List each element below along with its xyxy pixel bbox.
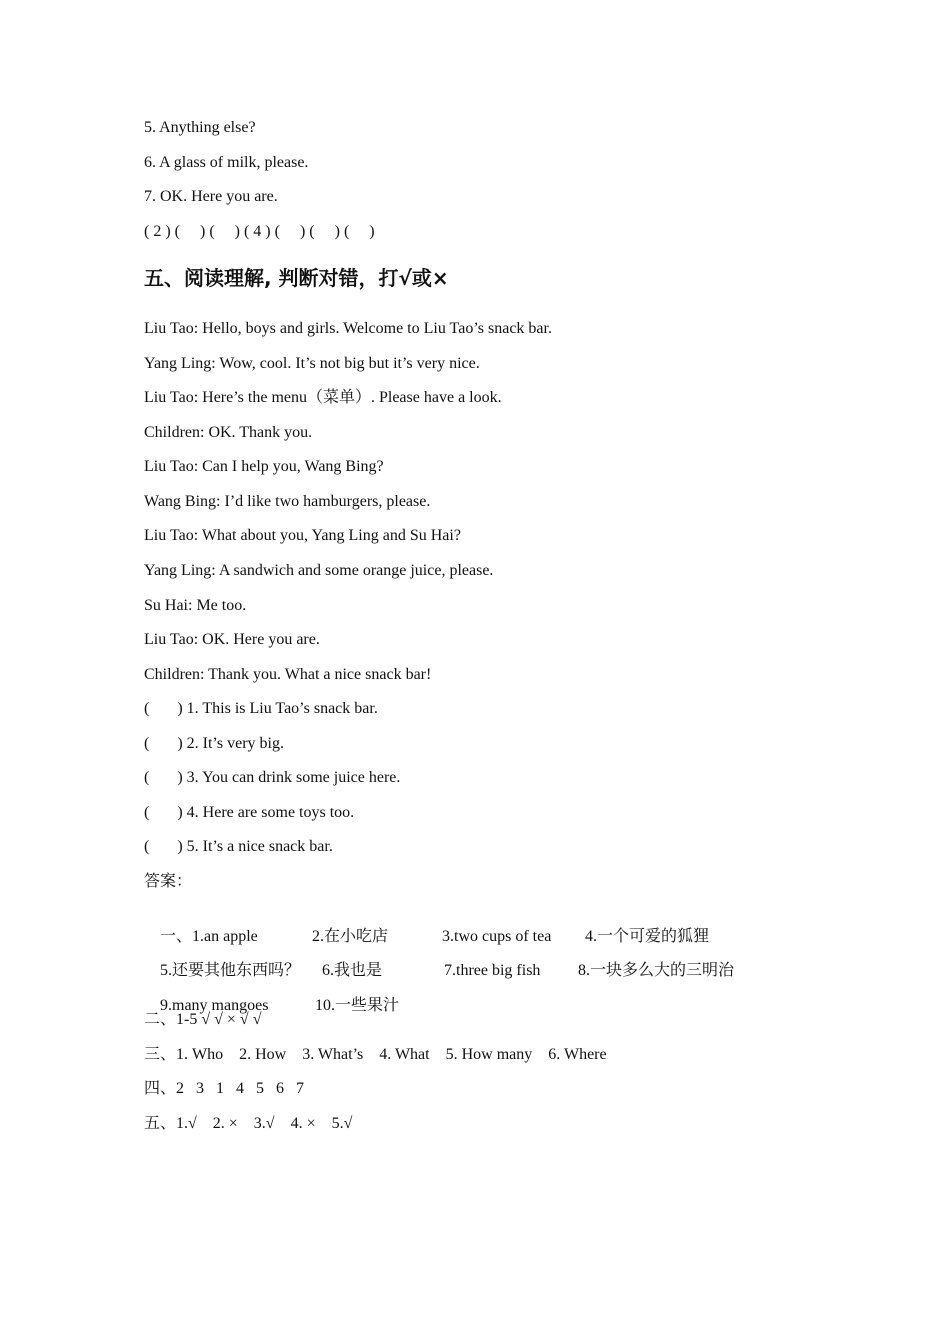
dialogue-line: Yang Ling: A sandwich and some orange juice, please. <box>144 562 494 579</box>
answer-item: 7.three big fish <box>444 962 541 979</box>
dialogue-line: Liu Tao: Hello, boys and girls. Welcome to Liu Tao’s snack bar. <box>144 320 552 337</box>
answer-item: 9.many mangoes <box>160 997 269 1014</box>
dialogue-line: Liu Tao: What about you, Yang Ling and Su Hai? <box>144 527 461 544</box>
dialogue-line: Su Hai: Me too. <box>144 597 247 614</box>
answer-item: 5.还要其他东西吗？ <box>160 962 301 979</box>
answer-item: 3.two cups of tea <box>442 928 552 945</box>
answers-part5: 五、1.√ 2. × 3.√ 4. × 5.√ <box>144 1115 353 1132</box>
answers-title: 答案： <box>144 873 193 890</box>
answers-part4: 四、2 3 1 4 5 6 7 <box>144 1080 305 1097</box>
option-line-6: 6. A glass of milk, please. <box>144 154 309 171</box>
answer-item: 2.在小吃店 <box>312 928 389 945</box>
dialogue-line: Yang Ling: Wow, cool. It’s not big but it’s very nice. <box>144 355 480 372</box>
question-item: ( ) 3. You can drink some juice here. <box>144 769 401 786</box>
dialogue-line: Liu Tao: Here’s the menu（菜单）. Please have a look. <box>144 389 502 406</box>
dialogue-line: Liu Tao: OK. Here you are. <box>144 631 320 648</box>
dialogue-line: Children: Thank you. What a nice snack bar! <box>144 666 432 683</box>
answer-item: 6.我也是 <box>322 962 383 979</box>
option-line-7: 7. OK. Here you are. <box>144 188 278 205</box>
question-item: ( ) 4. Here are some toys too. <box>144 804 355 821</box>
question-item: ( ) 2. It’s very big. <box>144 735 284 752</box>
order-answer-row: ( 2 ) ( ) ( ) ( 4 ) ( ) ( ) ( ) <box>144 223 375 240</box>
dialogue-line: Children: OK. Thank you. <box>144 424 313 441</box>
answers-part2: 二、1-5 √ √ × √ √ <box>144 1011 262 1028</box>
section-5-heading: 五、阅读理解, 判断对错，打√或× <box>144 266 449 290</box>
answer-item: 4.一个可爱的狐狸 <box>585 928 710 945</box>
dialogue-line: Liu Tao: Can I help you, Wang Bing? <box>144 458 384 475</box>
answers-part3: 三、1. Who 2. How 3. What’s 4. What 5. How many 6. Where <box>144 1046 607 1063</box>
option-line-5: 5. Anything else? <box>144 119 256 136</box>
answer-item: 8.一块多么大的三明治 <box>578 962 735 979</box>
dialogue-line: Wang Bing: I’d like two hamburgers, please. <box>144 493 431 510</box>
answer-item: 10.一些果汁 <box>315 997 400 1014</box>
answer-item: 一、1.an apple <box>160 928 258 945</box>
question-item: ( ) 1. This is Liu Tao’s snack bar. <box>144 700 378 717</box>
question-item: ( ) 5. It’s a nice snack bar. <box>144 838 333 855</box>
